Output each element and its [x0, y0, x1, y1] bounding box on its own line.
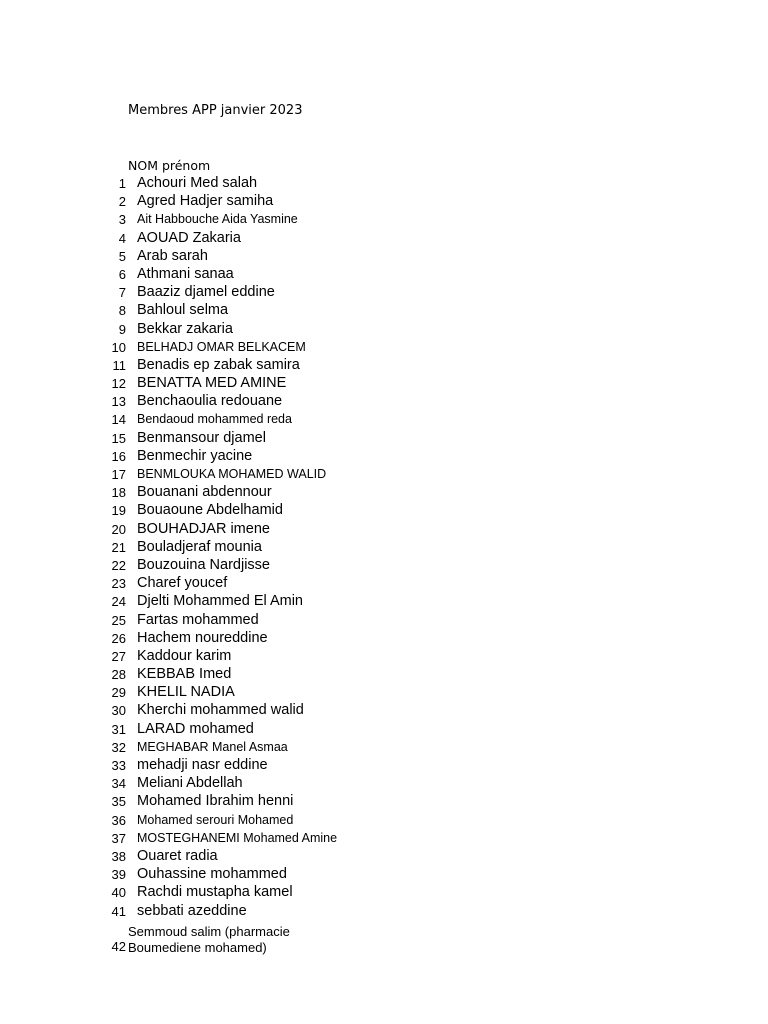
member-number: 40: [111, 885, 126, 901]
member-number: 22: [111, 557, 126, 573]
member-number: 7: [118, 285, 126, 301]
member-name: AOUAD Zakaria: [137, 229, 241, 246]
member-name: Charef youcef: [137, 575, 228, 592]
member-name: Djelti Mohammed El Amin: [137, 593, 303, 610]
member-number: 21: [111, 539, 126, 555]
document-title: Membres APP janvier 2023: [128, 103, 303, 118]
member-name: Mohamed Ibrahim henni: [137, 793, 294, 810]
member-name: Benadis ep zabak samira: [137, 356, 300, 373]
member-name: Benmansour djamel: [137, 429, 266, 446]
member-number: 34: [111, 776, 126, 792]
member-number: 36: [111, 812, 126, 828]
member-name: Benchaoulia redouane: [137, 393, 283, 410]
member-name: Agred Hadjer samiha: [137, 193, 274, 210]
member-name: LARAD mohamed: [137, 720, 254, 737]
member-number: 41: [111, 903, 126, 919]
member-number: 31: [111, 721, 126, 737]
member-number: 12: [111, 376, 126, 392]
member-name: Rachdi mustapha kamel: [137, 884, 293, 901]
member-number: 35: [111, 794, 126, 810]
member-number: 27: [111, 648, 126, 664]
member-name: Mohamed serouri Mohamed: [137, 812, 294, 827]
member-name: Bendaoud mohammed reda: [137, 412, 292, 427]
member-name-line-1: Semmoud salim (pharmacie: [128, 924, 290, 939]
member-number: 18: [111, 485, 126, 501]
member-number: 20: [111, 521, 126, 537]
member-number: 3: [118, 212, 126, 228]
member-name: MEGHABAR Manel Asmaa: [137, 739, 288, 754]
member-name: Fartas mohammed: [137, 611, 259, 628]
member-number: 8: [118, 303, 126, 319]
member-name: Ouhassine mohammed: [137, 866, 287, 883]
member-number: 42: [111, 939, 126, 954]
member-name: mehadji nasr eddine: [137, 757, 268, 773]
member-name: BENMLOUKA MOHAMED WALID: [137, 467, 327, 481]
member-name: Bouaoune Abdelhamid: [137, 502, 283, 519]
member-name: [128, 924, 348, 955]
member-number: 38: [111, 848, 126, 864]
member-number: 32: [111, 739, 126, 755]
member-number: 37: [111, 830, 126, 846]
member-number: 24: [111, 594, 126, 610]
member-name: sebbati azeddine: [137, 902, 247, 919]
member-name: Arab sarah: [137, 247, 208, 264]
member-name: Bekkar zakaria: [137, 320, 233, 337]
member-number: 2: [118, 194, 126, 210]
member-number: 39: [111, 867, 126, 883]
member-number: 23: [111, 576, 126, 592]
member-name: Athmani sanaa: [137, 265, 234, 282]
member-name: BOUHADJAR imene: [137, 520, 270, 537]
member-number: 9: [118, 321, 126, 337]
member-number: 13: [111, 394, 126, 410]
member-number: 17: [111, 467, 126, 482]
member-name-line-2: Boumediene mohamed): [128, 939, 267, 955]
member-number: 26: [111, 630, 126, 646]
member-number: 14: [111, 412, 126, 428]
member-number: 29: [111, 685, 126, 701]
member-number: 30: [111, 703, 126, 719]
member-name: Bahloul selma: [137, 302, 229, 319]
member-number: 25: [111, 612, 126, 628]
member-number: 11: [112, 357, 126, 373]
member-name: BENATTA MED AMINE: [137, 375, 287, 392]
member-name: BELHADJ OMAR BELKACEM: [137, 339, 306, 354]
member-name: Kherchi mohammed walid: [137, 702, 304, 719]
member-number: 1: [118, 176, 126, 191]
member-name: Ait Habbouche Aida Yasmine: [137, 212, 298, 227]
member-name: Baaziz djamel eddine: [137, 284, 275, 301]
member-name: Achouri Med salah: [137, 175, 258, 191]
member-name: Meliani Abdellah: [137, 775, 243, 792]
member-name: Hachem noureddine: [137, 629, 268, 646]
member-name: Bouanani abdennour: [137, 484, 272, 501]
member-number: 6: [118, 266, 126, 282]
column-header-name: NOM prénom: [128, 158, 211, 173]
member-number: 19: [111, 503, 126, 519]
member-name: KHELIL NADIA: [137, 684, 235, 701]
list-item: [0, 924, 400, 956]
member-name: Benmechir yacine: [137, 447, 253, 464]
member-name: Bouzouina Nardjisse: [137, 556, 270, 573]
member-number: 4: [118, 230, 126, 246]
member-number: 33: [111, 758, 126, 773]
member-number: 28: [111, 667, 126, 683]
member-number: 15: [111, 430, 126, 446]
member-name: Kaddour karim: [137, 647, 232, 664]
member-name: Ouaret radia: [137, 847, 218, 864]
member-number: 10: [111, 339, 126, 355]
member-name: KEBBAB Imed: [137, 666, 232, 683]
member-name: Bouladjeraf mounia: [137, 538, 262, 555]
member-number: 16: [111, 448, 126, 464]
member-number: 5: [118, 248, 126, 264]
member-name: MOSTEGHANEMI Mohamed Amine: [137, 830, 338, 845]
